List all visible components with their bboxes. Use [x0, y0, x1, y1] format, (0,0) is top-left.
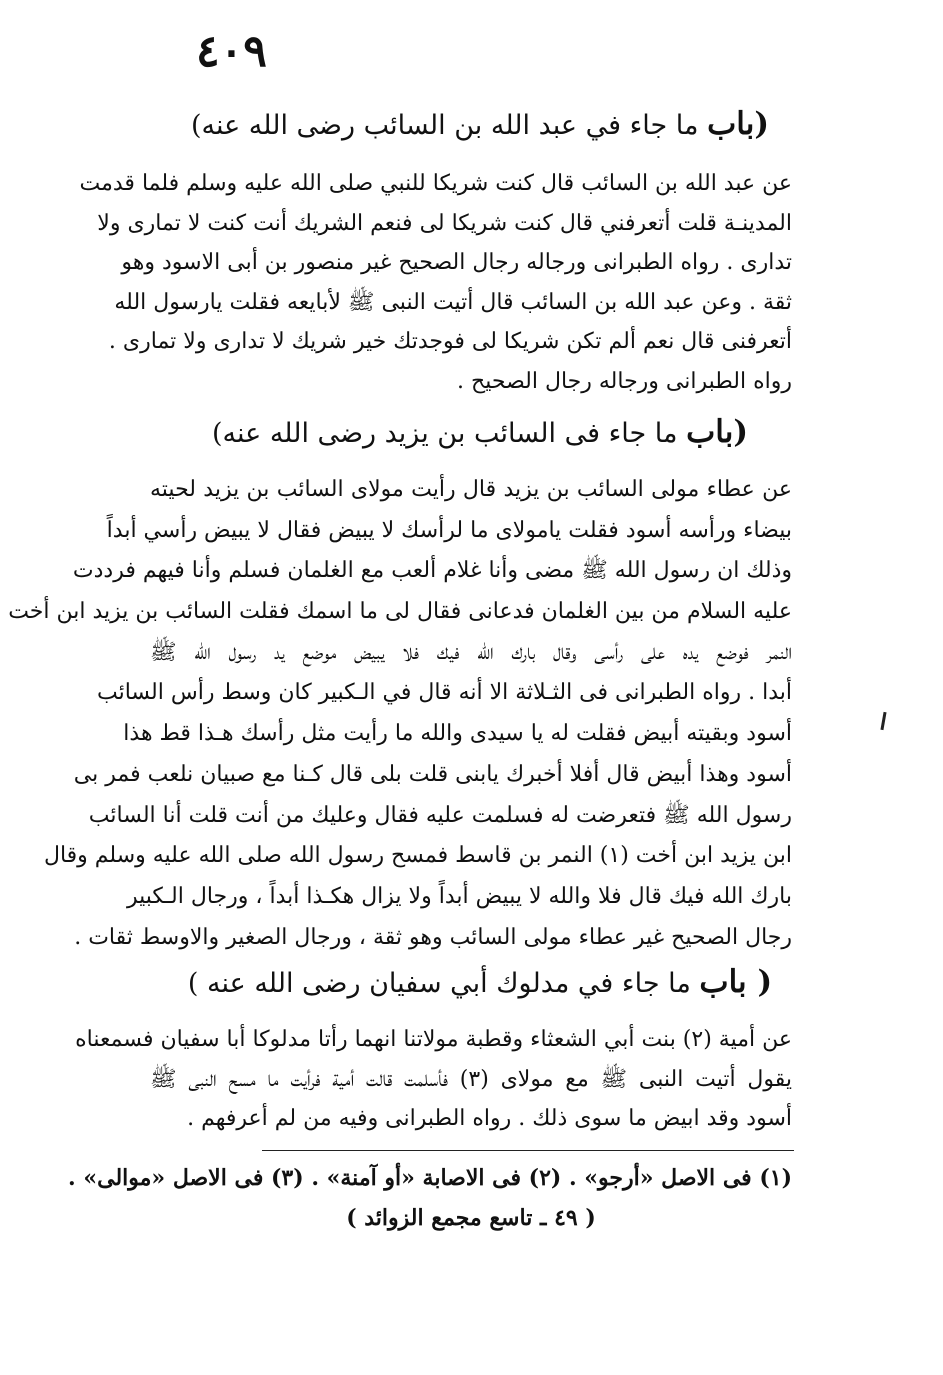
text-line: أسود وقد ابيض ما سوى ذلك . رواه الطبرانى وفيه من لم أعرفهم .: [187, 1106, 792, 1131]
footnotes: (١) فى الاصل «أرجو» . (٢) فى الاصابة «أو آمنة» . (٣) فى الاصل «موالى» .: [68, 1165, 792, 1191]
text-line: بارك الله فيك قال فلا والله لا يبيض أبداً ولا يزال هكـذا أبداً ، ورجال الـكبير: [127, 883, 792, 909]
text-line: تدارى . رواه الطبرانى ورجاله رجال الصحيح غير منصور بن أبى الاسود وهو: [121, 250, 792, 275]
section-body-abdullah-bin-assaib: [79, 164, 792, 401]
text-line: أسود وهذا أبيض قال أفلا أخبرك يابنى قلت بلى قال كـنا مع صبيان نلعب فمر بى: [73, 761, 792, 787]
text-line: أتعرفنى قال نعم ألم تكن شريكا لى فوجدتك خير شريك لا تدارى ولا تمارى .: [108, 329, 792, 354]
section-heading-madluk-abi-sufyan: [140, 962, 820, 1004]
section-heading-assaib-bin-yazid: [140, 412, 820, 454]
margin-mark: [880, 712, 886, 730]
page-number: ٤٠٩: [196, 26, 267, 77]
section-body-assaib-bin-yazid: [8, 470, 792, 958]
heading-bab-word: (باب: [707, 106, 770, 142]
text-line: أبدا . رواه الطبرانى فى الثـلاثة الا أنه قال في الـكبير كان وسط رأس السائب: [97, 680, 792, 706]
heading-text: ما جاء في عبد الله بن السائب رضى الله عنه): [190, 110, 699, 141]
text-line: عن عطاء مولى السائب بن يزيد قال رأيت مولاى السائب بن يزيد لحيته: [150, 477, 792, 502]
footnote-divider: [262, 1150, 794, 1151]
text-line: ثقة . وعن عبد الله بن السائب قال أتيت النبى ﷺ لأبايعه فقلت يارسول الله: [114, 289, 792, 315]
text-line: رواه الطبرانى ورجاله رجال الصحيح .: [457, 368, 792, 394]
heading-text: ما جاء في مدلوك أبي سفيان رضى الله عنه ): [187, 968, 691, 999]
section-body-madluk-abi-sufyan: [75, 1020, 792, 1139]
text-line: أسود وبقيته أبيض فقلت له يا سيدى والله ما رأيت مثل رأسك هـذا قط هذا: [123, 721, 792, 747]
text-line: عن عبد الله بن السائب قال كنت شريكا للنبي صلى الله عليه وسلم فلما قدمت: [79, 171, 792, 196]
text-line: النمر فوضع يده على رأسى وقال بارك الله فيك فلا يبيض موضع يد رسول الله ﷺ: [150, 639, 792, 665]
volume-signature: ( ٤٩ ـ تاسع مجمع الزوائد ): [346, 1205, 596, 1231]
text-line: وذلك ان رسول الله ﷺ مضى وأنا غلام ألعب مع الغلمان فسلم وأنا فيهم فرددت: [72, 558, 792, 584]
heading-text: ما جاء فى السائب بن يزيد رضى الله عنه): [211, 418, 678, 449]
text-line: عليه السلام من بين الغلمان فدعانى فقال لى ما اسمك فقلت السائب بن يزيد ابن أخت: [8, 599, 792, 625]
text-line: المدينـة قلت أتعرفني قال كنت شريكا لى فنعم الشريك أنت كنت لا تمارى ولا: [97, 210, 792, 236]
text-line: عن أمية (٢) بنت أبي الشعثاء وقطبة مولاتنا انهما رأتا مدلوكا أبا سفيان فسمعناه: [75, 1027, 792, 1052]
heading-bab-word: (باب: [686, 414, 749, 450]
heading-bab-word: ( باب: [699, 964, 773, 1000]
text-line: ابن يزيد ابن أخت (١) النمر بن قاسط فمسح رسول الله صلى الله عليه وسلم وقال: [43, 843, 792, 869]
section-heading-abdullah-bin-assaib: [140, 104, 820, 146]
text-line: بيضاء ورأسه أسود فقلت يامولاى ما لرأسك لا يبيض فقال لا يبيض رأسي أبداً: [106, 517, 792, 543]
text-line: رسول الله ﷺ فتعرضت له فسلمت عليه فقال وعليك من أنت قلت أنا السائب: [88, 802, 792, 828]
text-line: يقول أتيت النبى ﷺ مع مولاى (٣) فأسلمت قالت أمية فرأيت ما مسح النبى ﷺ: [150, 1066, 792, 1092]
text-line: رجال الصحيح غير عطاء مولى السائب وهو ثقة ، ورجال الصغير والاوسط ثقات .: [74, 924, 792, 950]
